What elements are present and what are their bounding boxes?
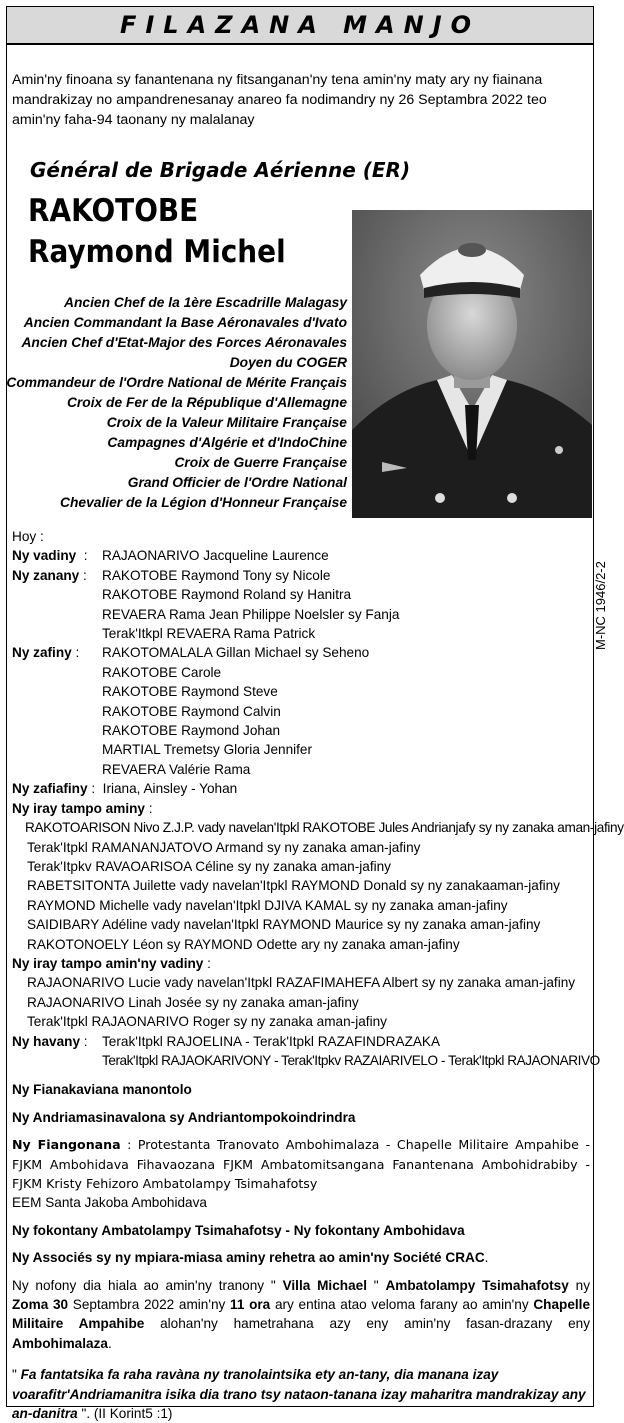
- funeral-day: Zoma 30: [12, 1297, 69, 1313]
- funeral-hour: 11 ora: [230, 1297, 271, 1313]
- zafiafiny-sep: :: [91, 781, 96, 797]
- iray-tampo-item: Terak'Itpkl RAMANANJATOVO Armand sy ny zanaka aman-jafiny: [27, 839, 421, 855]
- honour-item: Croix de la Valeur Militaire Française: [106, 415, 347, 430]
- iray-tampo-vadiny-item: Terak'Itpkl RAJAONARIVO Roger sy ny zanaka aman-jafiny: [27, 1014, 387, 1030]
- honour-item: Chevalier de la Légion d'Honneur Française: [60, 495, 347, 510]
- iray-tampo-item: RABETSITONTA Juilette vady navelan'Itpkl RAYMOND Donald sy ny zanakaaman-jafiny: [27, 878, 560, 894]
- portrait-photo-icon: [352, 210, 592, 518]
- havany-item: Terak'Itpkl RAJAOKARIVONY - Terak'Itpkv RAZAIARIVELO - Terak'Itpkl RAJAONARIVO: [102, 1052, 600, 1068]
- given-names: Raymond Michel: [28, 234, 286, 270]
- funeral-place: Ambatolampy Tsimahafotsy: [385, 1277, 569, 1293]
- funeral-villa: Villa Michael: [282, 1277, 367, 1293]
- havany-sep: :: [83, 1033, 88, 1049]
- honour-item: Commandeur de l'Ordre National de Mérite Français: [6, 375, 347, 390]
- associes-line: [12, 1248, 590, 1267]
- zafiny-item: RAKOTOBE Raymond Steve: [102, 684, 278, 700]
- zanany-sep: :: [83, 567, 87, 583]
- zanany-item: REVAERA Rama Jean Philippe Noelsler sy Fanja: [102, 606, 400, 622]
- zafiny-item: REVAERA Valérie Rama: [102, 761, 251, 777]
- funeral-text: alohan'ny hametrahana azy eny amin'ny fasan-drazany eny: [144, 1316, 590, 1332]
- funeral-paragraph: [12, 1276, 590, 1354]
- zafiny-item: RAKOTOBE Raymond Calvin: [102, 703, 281, 719]
- iray-tampo-item: RAKOTOARISON Nivo Z.J.P. vady navelan'Itpkl RAKOTOBE Jules Andrianjafy sy ny zanaka aman-jafiny: [25, 820, 624, 836]
- honour-item: Grand Officier de l'Ordre National: [127, 475, 347, 490]
- iray-tampo-item: RAKOTONOELY Léon sy RAYMOND Odette ary ny zanaka aman-jafiny: [27, 936, 460, 952]
- honour-item: Croix de Fer de la République d'Allemagne: [66, 395, 347, 410]
- row-vadiny: [12, 546, 590, 565]
- vadiny-value: RAJAONARIVO Jacqueline Laurence: [102, 548, 329, 564]
- intro-paragraph: Amin'ny finoana sy fanantenana ny fitsanganan'ny tena amin'ny maty ary ny fiainana mandrakizay no ampandrenesanay anareo fa nodimandry ny 26 Septambra 2022 teo amin'ny faha-94 taonany ny malalanay: [12, 72, 547, 128]
- zanany-item: Terak'Itkpl REVAERA Rama Patrick: [102, 626, 316, 642]
- fianakaviana-line: Ny Fianakaviana manontolo: [12, 1082, 192, 1098]
- iray-tampo-item: Terak'Itpkv RAVAOARISOA Céline sy ny zanaka aman-jafiny: [27, 858, 391, 874]
- funeral-town: Ambohimalaza: [12, 1335, 108, 1351]
- vadiny-sep: :: [83, 548, 88, 564]
- row-iray-tampo-vadiny: [12, 954, 590, 973]
- honour-item: Ancien Chef de la 1ère Escadrille Malagasy: [64, 295, 347, 310]
- havany-item: Terak'Itpkl RAJOELINA - Terak'Itpkl RAZAFINDRAZAKA: [102, 1033, 441, 1049]
- row-zafiafiny: [12, 779, 590, 798]
- zafiny-item: RAKOTOBE Raymond Johan: [102, 723, 281, 739]
- funeral-text: ": [366, 1277, 386, 1293]
- iray-tampo-item: SAIDIBARY Adéline vady navelan'Itpkl RAYMOND Maurice sy ny zanaka aman-jafiny: [27, 917, 541, 933]
- funeral-text: ary entina atao veloma farany ao amin'ny: [270, 1297, 534, 1313]
- zanany-item: RAKOTOBE Raymond Roland sy Hanitra: [102, 587, 352, 603]
- iray-tampo-vadiny-sep: :: [207, 955, 211, 971]
- rank-title: Général de Brigade Aérienne (ER): [30, 158, 411, 182]
- quote-text: Fa fantatsika fa raha ravàna ny tranolaintsika ety an-tany, dia manana izay voarafitr'Andriamanitra isika dia trano tsy nataon-tanana izay maharitra mandrakizay any an-danitra: [12, 1367, 586, 1422]
- zafiny-label: Ny zafiny: [12, 645, 72, 661]
- funeral-text: Septambra 2022 amin'ny: [68, 1297, 231, 1313]
- havany-label: Ny havany: [12, 1033, 81, 1049]
- iray-tampo-vadiny-label: Ny iray tampo amin'ny vadiny: [12, 955, 204, 971]
- fokontany-line: Ny fokontany Ambatolampy Tsimahafotsy - Ny fokontany Ambohidava: [12, 1222, 465, 1238]
- quote-reference: ". (II Korint5 :1): [77, 1406, 173, 1422]
- row-zafiny: [12, 643, 590, 662]
- iray-tampo-item: RAYMOND Michelle vady navelan'Itpkl DJIVA KAMAL sy ny zanaka aman-jafiny: [27, 897, 508, 913]
- vadiny-label: Ny vadiny: [12, 548, 77, 564]
- zafiny-item: RAKOTOBE Carole: [102, 664, 222, 680]
- associes-end: .: [484, 1250, 489, 1266]
- honours-list: [6, 293, 347, 513]
- row-zanany: [12, 566, 590, 585]
- funeral-text: .: [107, 1335, 112, 1351]
- honour-item: Croix de Guerre Française: [174, 455, 347, 470]
- honour-item: Campagnes d'Algérie et d'IndoChine: [107, 435, 347, 450]
- quote-open: ": [12, 1367, 21, 1383]
- zafiny-item: MARTIAL Tremetsy Gloria Jennifer: [102, 742, 313, 758]
- honour-item: Doyen du COGER: [229, 355, 347, 370]
- zafiny-sep: :: [75, 645, 80, 661]
- iray-tampo-vadiny-item: RAJAONARIVO Linah Josée sy ny zanaka aman-jafiny: [27, 994, 359, 1010]
- zafiafiny-label: Ny zafiafiny: [12, 781, 88, 797]
- zanany-label: Ny zanany: [12, 567, 80, 583]
- andriamasinavalona-line: Ny Andriamasinavalona sy Andriantompokoindrindra: [12, 1109, 356, 1125]
- fiangonana-paragraph: [12, 1135, 590, 1193]
- iray-tampo-sep: :: [148, 800, 153, 816]
- header-title: FILAZANA MANJO: [119, 11, 481, 39]
- hoy-label: Hoy :: [12, 529, 44, 544]
- zafiafiny-value: Iriana, Ainsley - Yohan: [102, 781, 238, 797]
- zafiny-item: RAKOTOMALALA Gillan Michael sy Seheno: [102, 645, 370, 661]
- row-havany: [12, 1032, 590, 1051]
- funeral-text: ny: [568, 1277, 590, 1293]
- reference-code: M-NC 1946/2-2: [593, 561, 608, 650]
- funeral-chapel: Chapelle Militaire Ampahibe: [12, 1297, 591, 1332]
- scripture-quote: [12, 1365, 590, 1423]
- portrait-photo: [352, 210, 592, 518]
- surname: RAKOTOBE: [28, 193, 199, 229]
- header-bar: [7, 7, 593, 45]
- fiangonana-text: : Protestanta Tranovato Ambohimalaza - Chapelle Militaire Ampahibe - FJKM Ambohidava Fihavaozana FJKM Ambatomitsangana Fanantenana Ambohidrabiby - FJKM Kristy Fehizoro Ambatolampy Tsimahafotsy: [12, 1137, 590, 1191]
- associes-text: Ny Associés sy ny mpiara-miasa aminy rehetra ao amin'ny Société CRAC: [12, 1250, 485, 1266]
- zanany-item: RAKOTOBE Raymond Tony sy Nicole: [102, 567, 331, 583]
- row-iray-tampo: [12, 799, 590, 818]
- honour-item: Ancien Commandant la Base Aéronavales d'Ivato: [23, 315, 347, 330]
- honour-item: Ancien Chef d'Etat-Major des Forces Aéronavales: [21, 335, 347, 350]
- funeral-text: Ny nofony dia hiala ao amin'ny tranony ": [12, 1277, 283, 1293]
- eem-line: EEM Santa Jakoba Ambohidava: [12, 1195, 207, 1211]
- fiangonana-label: Ny Fiangonana: [12, 1137, 121, 1153]
- iray-tampo-vadiny-item: RAJAONARIVO Lucie vady navelan'Itpkl RAZAFIMAHEFA Albert sy ny zanaka aman-jafiny: [27, 975, 576, 991]
- iray-tampo-label: Ny iray tampo aminy: [12, 800, 145, 816]
